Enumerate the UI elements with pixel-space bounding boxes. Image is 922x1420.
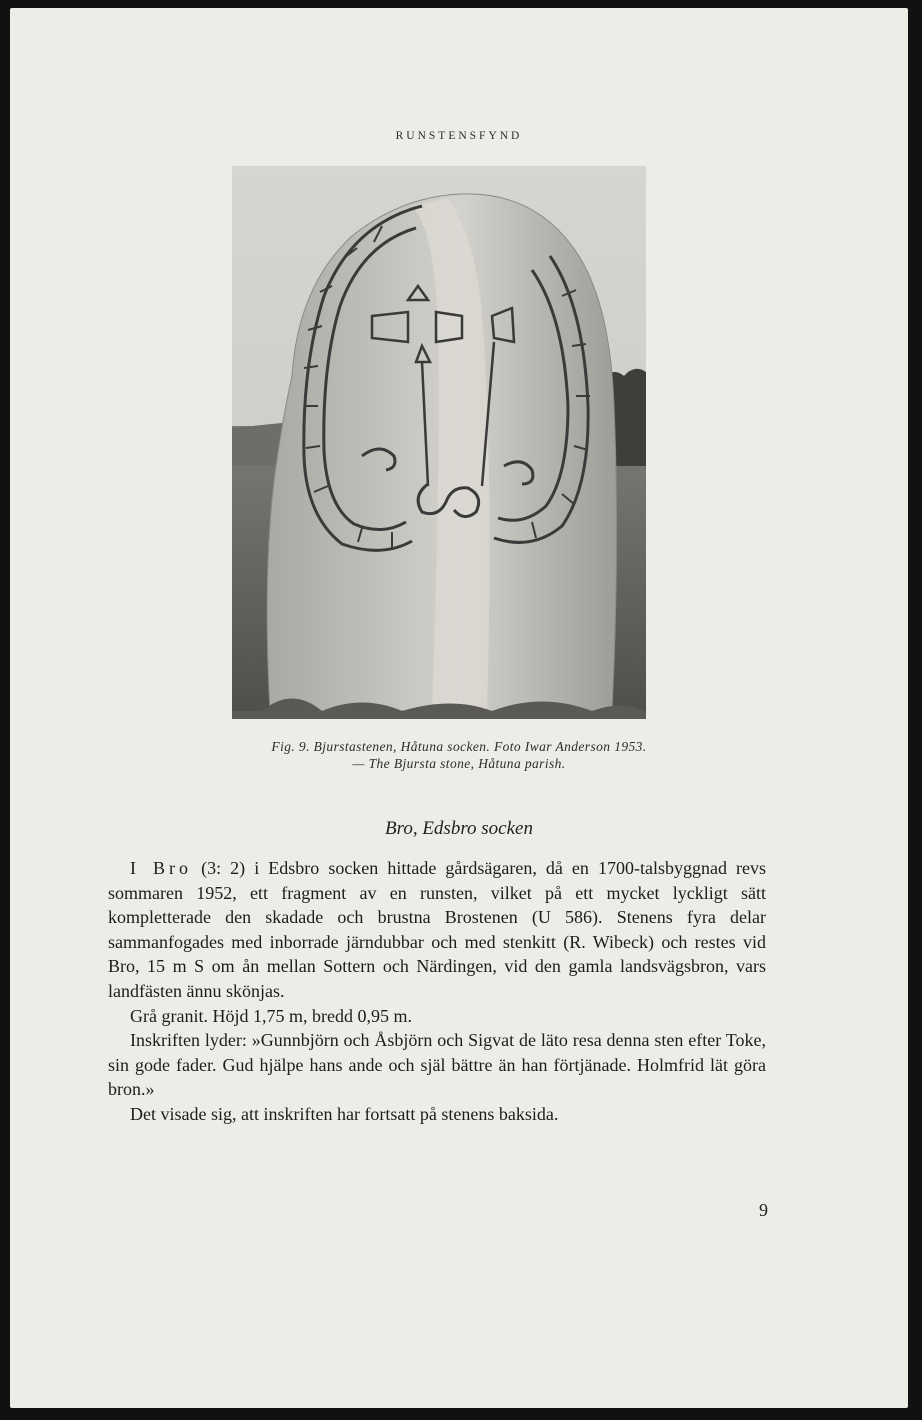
- section-title: Bro, Edsbro socken: [385, 818, 533, 839]
- book-page: [10, 8, 908, 1408]
- paragraph-1-lead: I Bro: [130, 858, 193, 878]
- body-text: [108, 856, 766, 1127]
- paragraph-1: [108, 856, 766, 1004]
- paragraph-4: Det visade sig, att inskriften har fortsatt på stenens baksida.: [130, 1103, 559, 1124]
- caption-line-2: — The Bjursta stone, Håtuna parish.: [352, 756, 566, 771]
- paragraph-1-rest: (3: 2) i Edsbro socken hittade gårdsägaren, då en 1700-talsbyggnad revs sommaren 1952, ett fragment av en runsten, vilket på ett mycket lyckligt sätt kompletterade den skadade och brustna Brostenen (U 586). Stenens fyra delar sammanfogades med inborrade järndubbar och med stenkitt (R. Wibeck) och restes vid Bro, 15 m S om ån mellan Sottern och Närdingen, vid den gamla landsvägsbron, vars landfästen ännu skönjas.: [108, 858, 766, 1001]
- paragraph-3: Inskriften lyder: »Gunnbjörn och Åsbjörn och Sigvat de läto resa denna sten efter Toke, sin gode fader. Gud hjälpe hans ande och själ bättre än han förtjänade. Holmfrid lät göra bron.»: [108, 1030, 766, 1100]
- figure-caption: [10, 738, 908, 772]
- runestone-photo: [232, 166, 646, 719]
- paragraph-2: Grå granit. Höjd 1,75 m, bredd 0,95 m.: [130, 1005, 412, 1026]
- running-head: RUNSTENSFYND: [395, 130, 523, 142]
- caption-line-1: Fig. 9. Bjurstastenen, Håtuna socken. Foto Iwar Anderson 1953.: [271, 739, 647, 754]
- page-number: 9: [759, 1200, 768, 1220]
